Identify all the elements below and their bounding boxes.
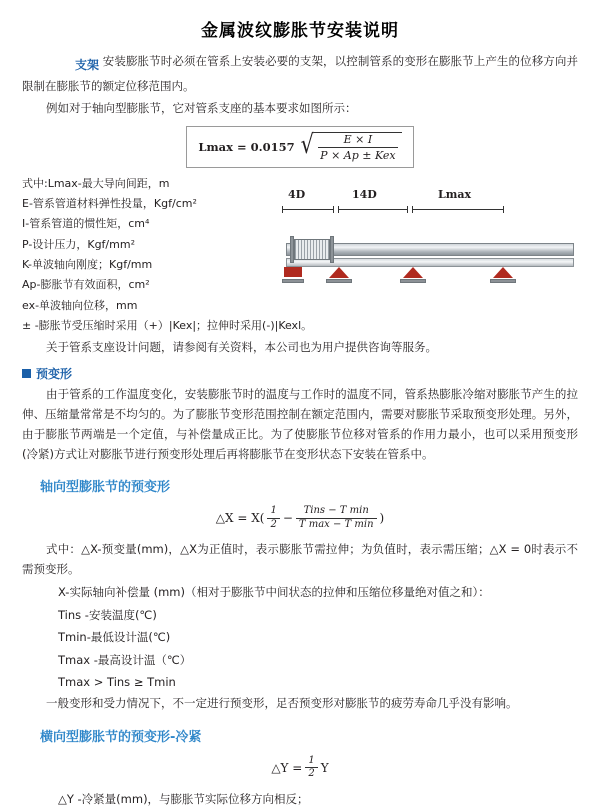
axial-note-tins: Tins -安装温度(℃) xyxy=(58,607,157,622)
legend-item-e: E-管系管道材料弹性投量，Kgf/cm² xyxy=(22,197,197,211)
axial-predeform-equation xyxy=(22,505,578,531)
axial-note-tmax: Tmax -最高设计温（℃） xyxy=(58,652,192,667)
square-root-icon: √ $\frac{E \times I}{\text{P × Ap ± Kex}}$ xyxy=(299,132,402,162)
axial-note-tmin: Tmin-最低设计温(℃) xyxy=(58,630,171,645)
axial-closing-paragraph: 一般变形和受力情况下，不一定进行预变形，足否预变形对膨胀节的疲劳寿命几乎没有影响。 xyxy=(46,696,518,711)
legend-item-sign: ± -膨胀节受压缩时采用（+）|Kex|；拉伸时采用(-)|Kexl。 xyxy=(22,319,313,333)
legend-item-k: K-单波轴向刚度；Kgf/mm xyxy=(22,258,153,272)
piping-support-diagram xyxy=(278,174,578,337)
bracket-heading-label: 支架 xyxy=(75,57,100,72)
bellows-expansion-joint xyxy=(294,239,330,260)
axial-eq-half-fraction: $\frac{1}{2}$ xyxy=(267,505,279,531)
lateral-explain-paragraph: △Y -冷紧量(mm)，与膨胀节实际位移方向相反； xyxy=(58,791,309,806)
lmax-formula-lhs: Lmax = 0.0157 xyxy=(198,139,295,154)
legend-item-p: P-设计压力，Kgf/mm² xyxy=(22,237,135,251)
page-title: 金属波纹膨胀节安装说明 xyxy=(201,21,399,41)
axial-explain-paragraph: 式中：△X-预变量(mm)，△X为正值时，表示膨胀节需拉伸；为负值时，表示需压缩；△X = 0时表示不需预变形。 xyxy=(22,542,578,577)
axial-eq-minus: − xyxy=(282,511,293,526)
predeform-paragraph: 由于管系的工作温度变化，安装膨胀节时的温度与工作时的温度不同，管系热膨胀冷缩对膨胀节产生的拉伸、压缩量常常是不均匀的。为了膨胀节变形范围控制在额定范围内，需要对膨胀节采取预变形处理。另外，由于膨胀节两端是一个定值，与补偿量成正比。为了使膨胀节位移对管系的作用力最小，也可以采用预变形(冷紧)方式让对膨胀节进行预变形处理后再将膨胀节在变形状态下安装在管系中。 xyxy=(22,386,578,461)
figure-dimension-lines xyxy=(278,205,578,215)
axial-eq-rhs: ) xyxy=(379,511,385,526)
legend-item-ex: ex-单波轴向位移，mm xyxy=(22,298,138,312)
axial-eq-lhs: △X = X( xyxy=(215,511,265,526)
figure-label-14d: 14D xyxy=(352,187,377,201)
lateral-predeform-equation xyxy=(22,755,578,781)
legend-item-ap: Ap-膨胀节有效面积，cm² xyxy=(22,278,150,292)
lateral-eq-rhs: Y xyxy=(320,760,329,775)
lmax-formula-denominator: P × Ap ± Kex xyxy=(320,148,396,162)
legend-item-i: I-管系管道的惯性矩，cm⁴ xyxy=(22,217,150,231)
predeform-section-heading xyxy=(22,365,578,382)
predeform-heading-label: 预变形 xyxy=(36,366,73,381)
axial-note-x: X-实际轴向补偿量 (mm)（相对于膨胀节中间状态的拉伸和压缩位移量绝对值之和）： xyxy=(58,585,490,600)
figure-artwork xyxy=(278,217,578,295)
axial-eq-temperature-ratio: $\frac{\text{Tins − T min}}{\text{T max − T min}}$ xyxy=(296,505,377,531)
figure-label-lmax: Lmax xyxy=(438,187,472,201)
bracket-paragraph-1 xyxy=(22,51,578,96)
bracket-section-heading xyxy=(46,55,99,76)
consult-paragraph: 关于管系支座设计问题，请参阅有关资料，本公司也为用户提供咨询等服务。 xyxy=(46,339,437,354)
legend-and-figure xyxy=(22,174,578,337)
dim-4d xyxy=(282,209,334,210)
dim-14d xyxy=(338,209,408,210)
lmax-formula-numerator: E × I xyxy=(318,133,397,148)
figure-dimension-labels xyxy=(278,188,578,204)
axial-note-relation: Tmax > Tins ≥ Tmin xyxy=(58,675,176,690)
dim-lmax xyxy=(412,209,504,210)
bracket-paragraph-2: 例如对于轴向型膨胀节，它对管系支座的基本要求如图所示： xyxy=(46,100,357,115)
lateral-subsection-heading: 横向型膨胀节的预变形-冷紧 xyxy=(40,729,202,745)
square-bullet-icon xyxy=(22,369,31,378)
figure-label-4d: 4D xyxy=(288,187,306,201)
bracket-paragraph-1-text: 安装膨胀节时必须在管系上安装必要的支架，以控制管系的变形在膨胀节上产生的位移方向并限制在膨胀节的额定位移范围内。 xyxy=(22,54,578,93)
guide-support-3 xyxy=(490,267,516,283)
guide-support-2 xyxy=(400,267,426,283)
lateral-eq-lhs: △Y = xyxy=(271,760,303,775)
lmax-formula xyxy=(186,126,414,168)
lateral-eq-half-fraction: $\frac{1}{2}$ xyxy=(305,755,317,781)
flange-left xyxy=(290,236,294,263)
axial-notes-list xyxy=(58,581,578,693)
guide-support-1 xyxy=(326,267,352,283)
flange-right xyxy=(330,236,334,263)
anchor-support xyxy=(282,267,304,283)
legend-item-lmax: 式中:Lmax-最大导向间距，m xyxy=(22,176,170,190)
axial-subsection-heading: 轴向型膨胀节的预变形 xyxy=(40,480,171,496)
